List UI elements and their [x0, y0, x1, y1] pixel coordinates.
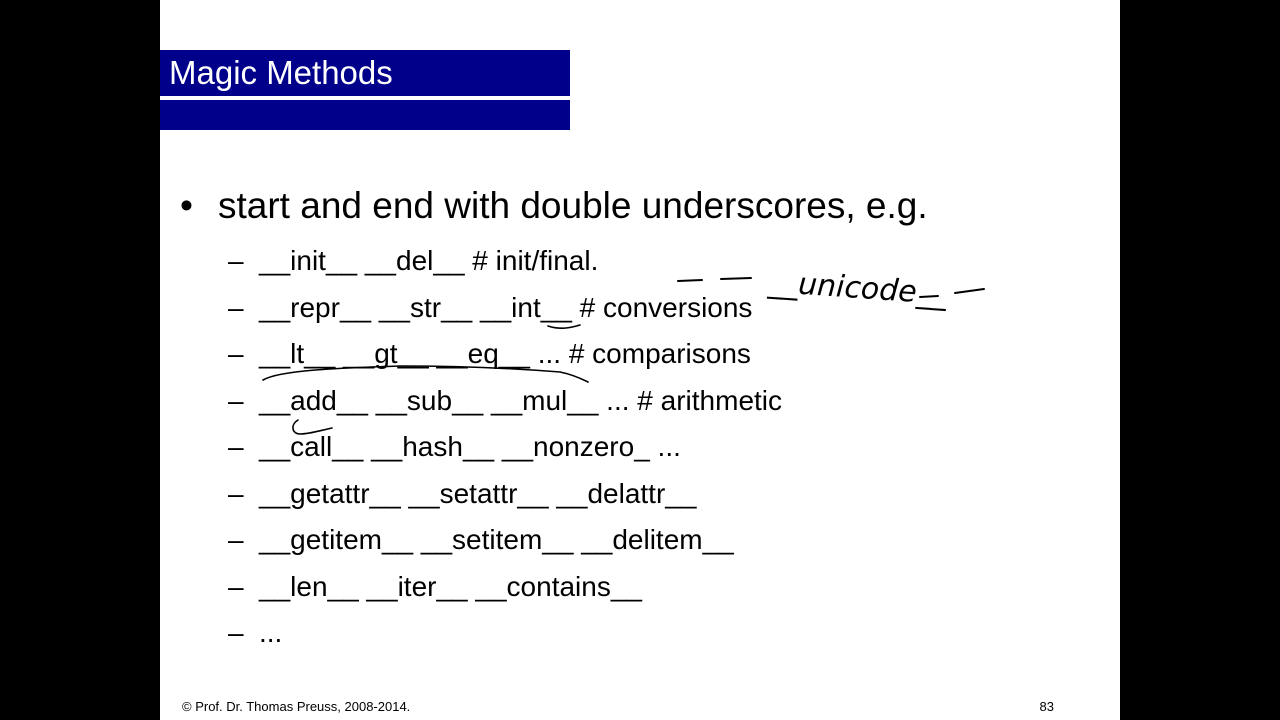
sub-bullet-text: __len__ __iter__ __contains__ — [259, 570, 642, 602]
sub-bullet-text: __call__ __hash__ __nonzero_ ... — [259, 431, 681, 462]
sub-bullet-item — [228, 424, 782, 471]
ink-dash — [920, 296, 938, 297]
slide-title: Magic Methods — [169, 54, 393, 91]
dash: – — [228, 524, 244, 555]
sub-bullet-text: __init__ __del__ # init/final. — [259, 245, 599, 276]
dash: – — [228, 291, 244, 323]
sub-bullet-item — [228, 378, 782, 425]
sub-bullet-text: __getattr__ __setattr__ __delattr__ — [259, 477, 697, 509]
slide — [160, 0, 1120, 720]
handwritten-annotation: __unicode__ — [767, 264, 948, 313]
sub-bullet-text: ... — [259, 617, 283, 648]
bullet-dot: • — [180, 185, 193, 226]
ink-dash — [955, 289, 984, 293]
main-bullet-text: start and end with double underscores, e.g. — [218, 185, 928, 226]
sub-bullet-item — [228, 564, 782, 611]
sub-bullet-item — [228, 285, 782, 332]
dash: – — [228, 245, 244, 276]
sub-bullet-item — [228, 610, 782, 657]
sub-bullet-text: __repr__ __str__ __int__ # conversions — [259, 291, 753, 323]
sub-bullet-list — [228, 238, 782, 657]
sub-bullet-text: __getitem__ __setitem__ __delitem__ — [259, 524, 734, 555]
footer-copyright: © Prof. Dr. Thomas Preuss, 2008-2014. — [182, 699, 411, 714]
dash: – — [228, 617, 244, 648]
sub-bullet-item — [228, 517, 782, 564]
dash: – — [228, 338, 244, 369]
dash: – — [228, 384, 244, 416]
title-decoration-bar — [160, 100, 570, 130]
sub-bullet-text: __lt__ __gt__ __eq__ ... # comparisons — [259, 338, 751, 369]
main-bullet — [180, 184, 928, 228]
title-bar — [160, 50, 570, 96]
dash: – — [228, 431, 244, 462]
sub-bullet-item — [228, 238, 782, 285]
dash: – — [228, 570, 244, 602]
sub-bullet-item — [228, 331, 782, 378]
sub-bullet-item — [228, 471, 782, 518]
sub-bullet-text: __add__ __sub__ __mul__ ... # arithmetic — [259, 384, 783, 416]
page-number: 83 — [1039, 699, 1054, 714]
dash: – — [228, 477, 244, 509]
